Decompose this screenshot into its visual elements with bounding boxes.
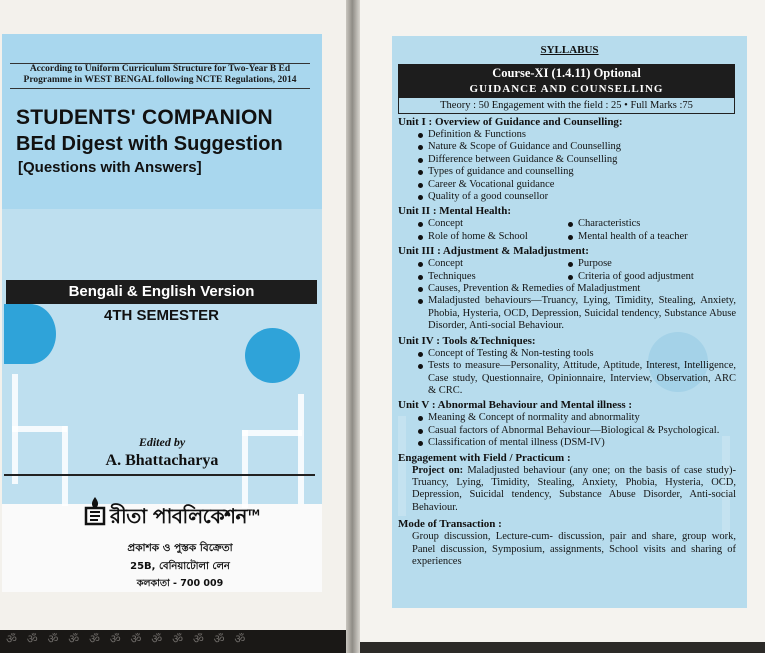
unit-5-title: Unit V : Abnormal Behaviour and Mental illness : <box>398 399 633 412</box>
list-item: Maladjusted behaviours—Truancy, Lying, Timidity, Stealing, Anxiety, Phobia, Hysteria, OCD, Depression, Suicidal tendency, Substance Abuse Disorder, Anti-social Behaviour. <box>398 295 740 332</box>
version-banner: Bengali & English Version <box>6 280 317 304</box>
list-item: Types of guidance and counselling <box>398 166 740 178</box>
list-item: Causes, Prevention & Remedies of Maladjustment <box>398 283 740 295</box>
unit-4-list <box>398 348 740 398</box>
unit-3-grid-list <box>398 258 740 283</box>
marks-distribution: Theory : 50 Engagement with the field : 25 • Full Marks :75 <box>398 98 735 114</box>
book-cover-page <box>0 0 346 646</box>
list-item: Nature & Scope of Guidance and Counselling <box>398 141 740 153</box>
book-title: STUDENTS' COMPANION <box>16 106 273 129</box>
chair-right-seat <box>242 430 302 436</box>
syllabus-page <box>360 0 765 642</box>
list-item: Definition & Functions <box>398 129 740 141</box>
regulation-note: According to Uniform Curriculum Structure for Two-Year B Ed Programme in WEST BENGAL following NCTE Regulations, 2014 <box>23 64 297 85</box>
unit-3-title: Unit III : Adjustment & Maladjustment: <box>398 245 589 258</box>
engagement-title: Engagement with Field / Practicum : <box>398 451 571 464</box>
unit-2-title: Unit II : Mental Health: <box>398 205 512 218</box>
page-bottom-edge: ॐ ॐ ॐ ॐ ॐ ॐ ॐ ॐ ॐ ॐ ॐ ॐ <box>0 630 346 653</box>
list-item: Casual factors of Abnormal Behaviour—Biological & Psychological. <box>398 425 740 437</box>
transaction-text: Group discussion, Lecture-cum- discussion, pair and share, group work, Panel discussion, Symposium, assignments, School visits and sharing of experiences <box>412 531 736 567</box>
chair-right-icon <box>298 394 304 504</box>
book-tagline: [Questions with Answers] <box>18 159 202 176</box>
course-title: Course-XI (1.4.11) Optional <box>492 66 641 80</box>
list-item: Purpose <box>548 258 728 270</box>
publisher-name <box>110 502 260 535</box>
list-item: Difference between Guidance & Counselling <box>398 154 740 166</box>
list-item: Mental health of a teacher <box>548 231 728 243</box>
semester-label: 4TH SEMESTER <box>103 307 220 324</box>
syllabus-units <box>398 114 740 568</box>
unit-3-list <box>398 283 740 333</box>
edited-by-label: Edited by <box>138 435 186 449</box>
decor-circle-left-icon <box>4 304 56 364</box>
list-item: Role of home & School <box>398 231 548 243</box>
unit-2-list <box>398 218 740 243</box>
list-item: Concept of Testing & Non-testing tools <box>398 348 740 360</box>
list-item: Meaning & Concept of normality and abnormality <box>398 412 740 424</box>
syllabus-panel <box>392 36 747 608</box>
unit-1-list <box>398 129 740 203</box>
publisher-logo-icon <box>84 496 106 533</box>
publisher-tagline: প্রকাশক ও পুস্তক বিক্রেতা <box>127 542 233 554</box>
list-item: Career & Vocational guidance <box>398 179 740 191</box>
unit-4-title: Unit IV : Tools &Techniques: <box>398 334 536 347</box>
book-spine <box>346 0 360 653</box>
project-text: Maladjusted behaviour (any one; on the basis of case study)-Truancy, Lying, Timidity, Stealing, Anxiety, Phobia, Hysteria, OCD, Depression, Suicidal tendency, Substance Abuse Disorder, Anti-social Behaviour. <box>412 464 737 513</box>
unit-1-title: Unit I : Overview of Guidance and Counselling: <box>398 116 623 128</box>
list-item: Concept <box>398 258 548 270</box>
publisher-street: 25B, বেনিয়াটোলা লেন <box>130 561 230 572</box>
syllabus-heading: SYLLABUS <box>540 44 599 56</box>
publisher-city: কলকাতা - 700 009 <box>136 578 224 589</box>
course-subject: GUIDANCE AND COUNSELLING <box>469 83 664 95</box>
chair-left-seat <box>12 426 67 432</box>
editor-name: A. Bhattacharya <box>105 452 219 469</box>
project-label: Project on: <box>412 464 464 476</box>
unit-5-list <box>398 412 740 449</box>
book-subtitle: BEd Digest with Suggestion <box>16 133 283 155</box>
list-item: Tests to measure—Personality, Attitude, Aptitude, Interest, Intelligence, Case study, Questionnaire, Opinionnaire, Interview, Observation, ARC & CRC. <box>398 360 740 397</box>
list-item: Techniques <box>398 271 548 283</box>
course-banner <box>398 64 735 98</box>
list-item: Characteristics <box>548 218 728 230</box>
publisher-name-text: রীতা পাবলিকেশন <box>110 504 247 528</box>
list-item: Classification of mental illness (DSM-IV) <box>398 437 740 449</box>
decor-circle-right-icon <box>245 328 300 383</box>
trademark-mark: TM <box>246 508 260 518</box>
divider-top <box>4 474 315 476</box>
project-paragraph <box>398 465 740 515</box>
list-item: Concept <box>398 218 548 230</box>
transaction-title: Mode of Transaction : <box>398 518 502 531</box>
list-item: Criteria of good adjustment <box>548 271 728 283</box>
list-item: Quality of a good counsellor <box>398 191 740 203</box>
